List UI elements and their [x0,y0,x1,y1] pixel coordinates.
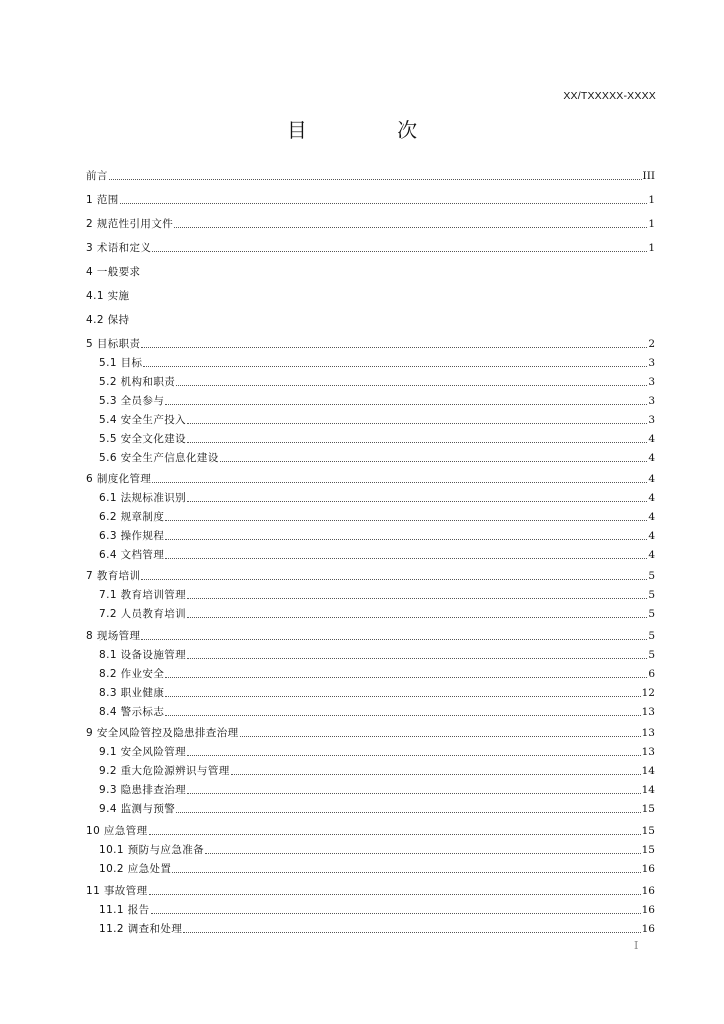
toc-entry-page: III [642,170,655,182]
toc-entry[interactable] [86,309,655,327]
toc-entry[interactable] [99,352,655,370]
toc-entry-page: 4 [648,511,655,523]
toc-entry[interactable] [86,468,655,486]
toc-entry[interactable] [99,701,655,719]
toc-dot-leader [176,812,640,813]
toc-entry[interactable] [99,918,655,936]
toc-entry-page: 14 [641,784,655,796]
toc-dot-leader [172,872,640,873]
toc-entry-label: 10 应急管理 [86,825,148,837]
toc-entry-label: 10.1 预防与应急准备 [99,844,205,856]
toc-dot-leader [187,501,647,502]
toc-entry[interactable] [99,584,655,602]
toc-entry[interactable] [86,880,655,898]
toc-entry[interactable] [86,285,655,303]
toc-dot-leader [220,461,648,462]
toc-entry-page: 4 [648,452,655,464]
toc-entry-label: 5 目标职责 [86,338,141,350]
toc-entry[interactable] [99,682,655,700]
toc-entry[interactable] [99,798,655,816]
toc-entry-page: 4 [648,492,655,504]
toc-dot-leader [152,251,647,252]
toc-entry[interactable] [86,625,655,643]
toc-entry-label: 7.1 教育培训管理 [99,589,187,601]
toc-entry-label: 2 规范性引用文件 [86,218,174,230]
toc-entry-page: 2 [648,338,655,350]
toc-entry[interactable] [99,663,655,681]
toc-entry-page: 5 [648,608,655,620]
toc-entry[interactable] [99,899,655,917]
toc-entry[interactable] [99,371,655,389]
toc-entry[interactable] [86,820,655,838]
toc-entry-label: 9.1 安全风险管理 [99,746,187,758]
toc-entry[interactable] [86,189,655,207]
toc-dot-leader [165,696,640,697]
toc-dot-leader [141,639,647,640]
toc-entry-page: 13 [641,727,655,739]
toc-entry-page: 5 [648,630,655,642]
toc-dot-leader [109,179,642,180]
toc-entry[interactable] [99,858,655,876]
toc-dot-leader [165,715,640,716]
toc-entry-label: 5.6 安全生产信息化建设 [99,452,219,464]
toc-dot-leader [165,677,647,678]
toc-entry-label: 10.2 应急处置 [99,863,172,875]
toc-entry-label: 6 制度化管理 [86,473,152,485]
toc-entry-page: 3 [648,376,655,388]
toc-entry-label: 8.4 警示标志 [99,706,165,718]
toc-entry[interactable] [99,644,655,662]
toc-entry-label: 11.1 报告 [99,904,150,916]
toc-dot-leader [149,894,641,895]
toc-entry-label: 8.3 职业健康 [99,687,165,699]
toc-entry-label: 8 现场管理 [86,630,141,642]
toc-entry-page: 14 [641,765,655,777]
toc-entry-page: 13 [641,706,655,718]
toc-entry-label: 9.4 监测与预警 [99,803,176,815]
toc-dot-leader [187,617,647,618]
toc-entry-page: 1 [648,242,655,254]
toc-entry-label: 6.2 规章制度 [99,511,165,523]
toc-dot-leader [143,366,647,367]
toc-entry-page: 5 [648,570,655,582]
toc-entry[interactable] [99,390,655,408]
toc-entry[interactable] [99,741,655,759]
toc-entry[interactable] [99,603,655,621]
page-title: 目 次 [286,118,460,142]
toc-entry-page: 3 [648,414,655,426]
toc-entry-page: 4 [648,433,655,445]
toc-entry-label: 7.2 人员教育培训 [99,608,187,620]
toc-entry[interactable] [99,525,655,543]
toc-entry-label: 7 教育培训 [86,570,141,582]
toc-entry-label: 11.2 调查和处理 [99,923,183,935]
toc-entry[interactable] [86,261,655,279]
toc-dot-leader [187,598,647,599]
toc-entry[interactable] [99,839,655,857]
toc-entry-label: 8.2 作业安全 [99,668,165,680]
toc-entry-label: 5.2 机构和职责 [99,376,176,388]
toc-entry-label: 3 术语和定义 [86,242,152,254]
toc-dot-leader [165,558,647,559]
toc-entry[interactable] [99,544,655,562]
toc-entry[interactable] [86,722,655,740]
document-code: XX/TXXXXX-XXXX [563,90,656,102]
toc-entry-label: 5.4 安全生产投入 [99,414,187,426]
toc-entry-page: 1 [648,218,655,230]
toc-entry[interactable] [99,506,655,524]
toc-dot-leader [205,853,641,854]
toc-dot-leader [187,793,641,794]
toc-entry-label: 11 事故管理 [86,885,148,897]
toc-entry[interactable] [86,165,655,183]
toc-entry-page: 5 [648,649,655,661]
toc-dot-leader [187,755,641,756]
toc-dot-leader [176,385,647,386]
toc-entry-page: 16 [641,863,655,875]
toc-entry-label: 6.4 文档管理 [99,549,165,561]
toc-dot-leader [187,658,647,659]
toc-entry-page: 4 [648,549,655,561]
toc-dot-leader [152,482,647,483]
toc-entry-label: 5.3 全员参与 [99,395,165,407]
toc-dot-leader [141,579,647,580]
toc-entry-page: 15 [641,825,655,837]
toc-entry-label: 4.2 保持 [86,314,130,326]
toc-entry-page: 13 [641,746,655,758]
toc-entry[interactable] [99,760,655,778]
toc-entry-page: 16 [641,885,655,897]
toc-dot-leader [149,834,641,835]
toc-dot-leader [165,539,647,540]
toc-entry[interactable] [99,409,655,427]
toc-entry-label: 4 一般要求 [86,266,141,278]
toc-dot-leader [174,227,647,228]
toc-entry-page: 12 [641,687,655,699]
toc-entry-label: 6.3 操作规程 [99,530,165,542]
toc-entry-label: 1 范围 [86,194,119,206]
toc-entry-label: 5.1 目标 [99,357,143,369]
toc-dot-leader [165,520,647,521]
toc-entry-page: 6 [648,668,655,680]
toc-entry-label: 9.2 重大危险源辨识与管理 [99,765,230,777]
toc-entry-page: 16 [641,923,655,935]
toc-entry[interactable] [86,213,655,231]
toc-entry[interactable] [86,565,655,583]
toc-entry-label: 4.1 实施 [86,290,130,302]
toc-entry-page: 16 [641,904,655,916]
toc-entry-label: 8.1 设备设施管理 [99,649,187,661]
toc-dot-leader [151,913,641,914]
toc-entry[interactable] [99,779,655,797]
toc-entry[interactable] [99,487,655,505]
toc-dot-leader [165,404,647,405]
toc-dot-leader [231,774,641,775]
toc-dot-leader [187,423,647,424]
toc-entry-page: 15 [641,803,655,815]
toc-dot-leader [187,442,647,443]
toc-entry[interactable] [99,447,655,465]
toc-entry-page: 5 [648,589,655,601]
toc-dot-leader [183,932,640,933]
toc-dot-leader [120,203,648,204]
toc-entry-page: 3 [648,357,655,369]
toc-entry-label: 9 安全风险管控及隐患排查治理 [86,727,239,739]
toc-entry-page: 3 [648,395,655,407]
toc-entry[interactable] [86,333,655,351]
toc-entry[interactable] [99,428,655,446]
toc-entry[interactable] [86,237,655,255]
toc-entry-page: 1 [648,194,655,206]
toc-entry-label: 5.5 安全文化建设 [99,433,187,445]
toc-dot-leader [240,736,641,737]
toc-entry-label: 6.1 法规标准识别 [99,492,187,504]
toc-entry-page: 15 [641,844,655,856]
page-number: I [634,939,639,952]
toc-entry-label: 9.3 隐患排查治理 [99,784,187,796]
toc-dot-leader [141,347,647,348]
toc-entry-page: 4 [648,473,655,485]
toc-entry-page: 4 [648,530,655,542]
toc-entry-label: 前言 [86,170,108,182]
